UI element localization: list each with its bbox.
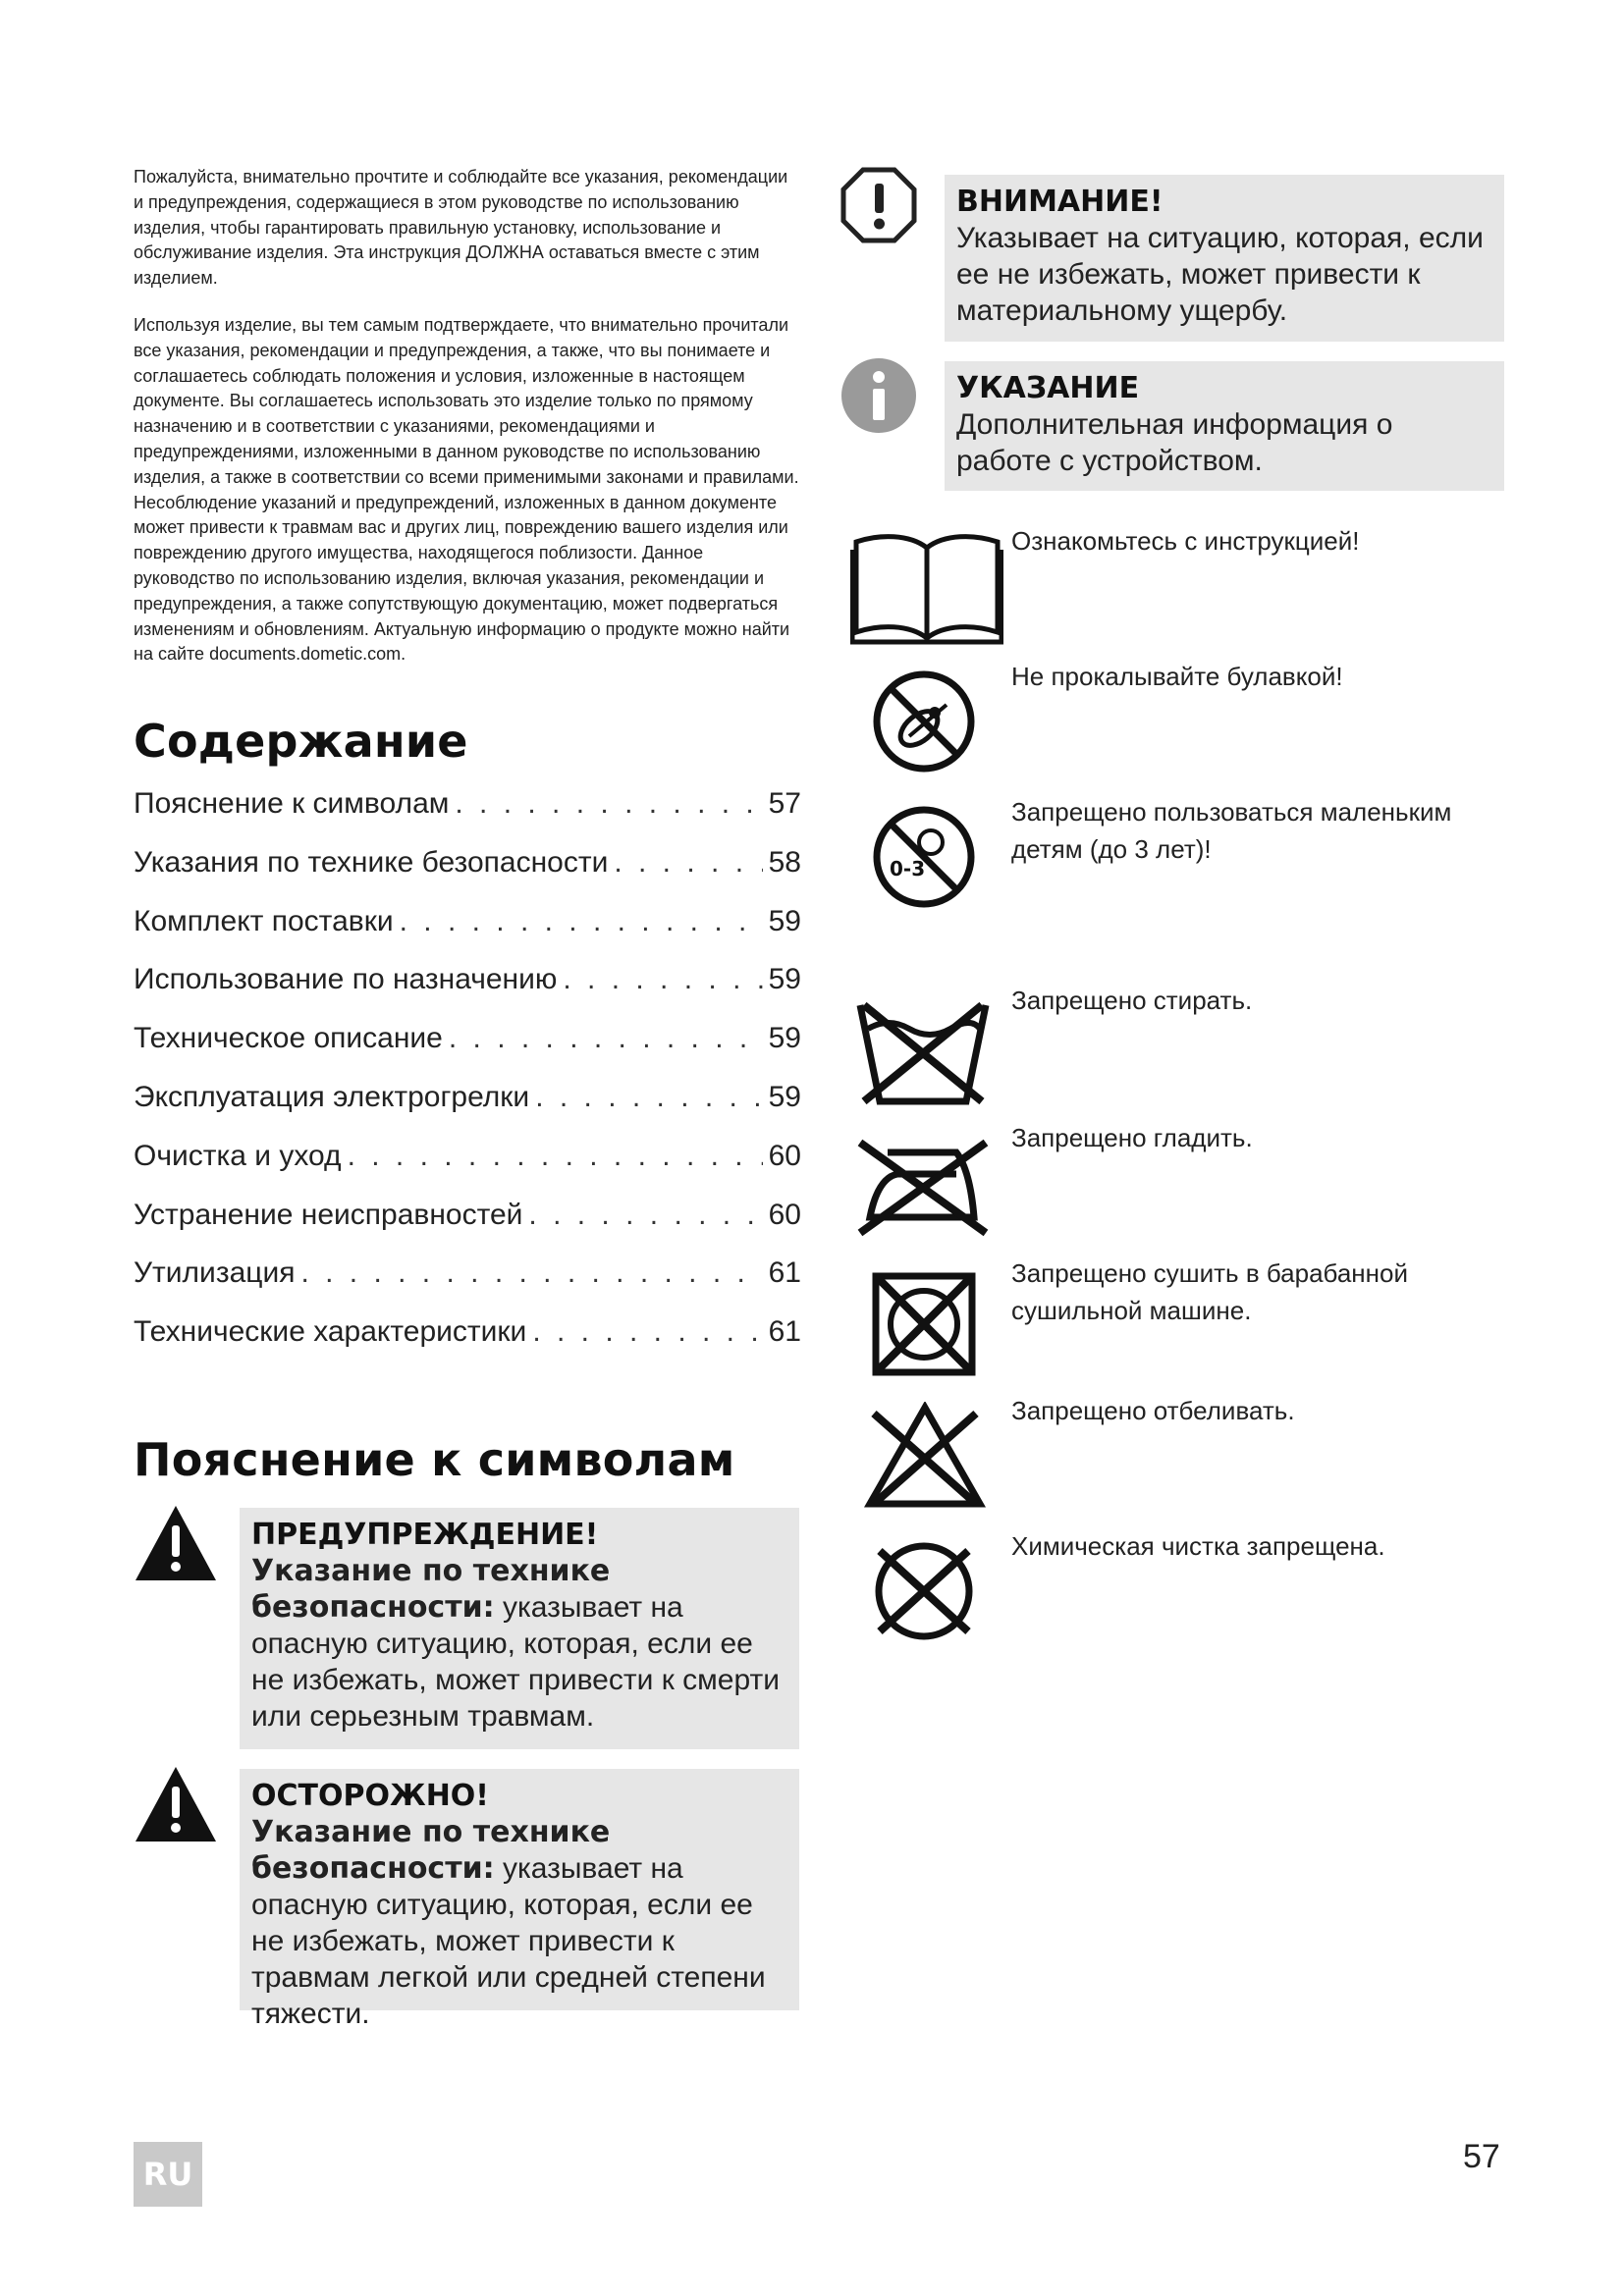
caution-triangle-icon	[134, 1765, 218, 1843]
no-small-children-icon	[870, 803, 978, 916]
do-not-bleach-icon	[864, 1402, 986, 1515]
toc-item-label: Очистка и уход	[134, 1139, 342, 1172]
toc-item-label: Указания по технике безопасности	[134, 845, 609, 879]
toc-item-label: Использование по назначению	[134, 963, 558, 996]
toc-item[interactable]	[134, 1081, 801, 1140]
page-number: 57	[1463, 2138, 1500, 2175]
warning-heading: ПРЕДУПРЕЖДЕНИЕ!	[251, 1518, 599, 1552]
age-badge: 0-3	[890, 857, 926, 881]
toc-item[interactable]	[134, 1256, 801, 1315]
toc-item[interactable]	[134, 1315, 801, 1374]
do-not-dry-clean-icon	[870, 1537, 978, 1650]
toc-item-label: Техническое описание	[134, 1022, 443, 1055]
table-of-contents	[134, 787, 801, 1374]
do-not-tumble-dry-icon	[870, 1270, 978, 1383]
language-tag: RU	[134, 2142, 202, 2207]
warning-triangle-icon	[134, 1504, 218, 1582]
toc-item[interactable]	[134, 905, 801, 964]
toc-item-label: Эксплуатация электрогрелки	[134, 1080, 530, 1113]
note-heading: УКАЗАНИЕ	[956, 371, 1140, 405]
symbol-text: Запрещено сушить в барабанной сушильной машине.	[1011, 1258, 1408, 1325]
symbol-text: Запрещено стирать.	[1011, 986, 1253, 1015]
toc-item-page: 60	[768, 1198, 801, 1231]
symbol-text: Химическая чистка запрещена.	[1011, 1531, 1385, 1561]
toc-item-page: 61	[768, 1256, 801, 1290]
book-icon	[850, 530, 1003, 653]
note-box	[945, 361, 1504, 491]
notice-octagon-icon	[840, 167, 917, 243]
warning-bold-label: Указание по технике безопасности:	[251, 1554, 611, 1625]
warning-notice	[240, 1508, 799, 1749]
info-icon	[840, 357, 917, 434]
toc-item-page: 59	[768, 904, 801, 937]
toc-item[interactable]	[134, 1022, 801, 1081]
caution-heading: ОСТОРОЖНО!	[251, 1779, 489, 1813]
toc-item[interactable]	[134, 1140, 801, 1199]
caution-bold-label: Указание по технике безопасности:	[251, 1815, 611, 1886]
toc-item[interactable]	[134, 846, 801, 905]
intro-paragraph-1: Пожалуйста, внимательно прочтите и соблюдайте все указания, рекомендации и предупреждения, содержащиеся в этом руководстве по использованию изделия, чтобы гарантировать правильную установку, использование и обслуживание изделия. Эта инструкция ДОЛЖНА оставаться вместе с этим изделием.	[134, 167, 788, 289]
toc-item-page: 59	[768, 963, 801, 996]
notice-box	[945, 175, 1504, 342]
toc-item-page: 60	[768, 1139, 801, 1172]
toc-item[interactable]	[134, 963, 801, 1022]
toc-item-page: 59	[768, 1080, 801, 1113]
symbol-text: Запрещено пользоваться маленьким детям (до 3 лет)!	[1011, 797, 1452, 864]
toc-item-label: Устранение неисправностей	[134, 1198, 523, 1231]
toc-item-label: Пояснение к символам	[134, 787, 450, 820]
symbols-section-title: Пояснение к символам	[134, 1433, 735, 1486]
toc-item-label: Технические характеристики	[134, 1315, 527, 1349]
toc-item-page: 57	[768, 787, 801, 820]
intro-paragraph-2: Используя изделие, вы тем самым подтверждаете, что внимательно прочитали все указания, рекомендации и предупреждения, а также, что вы понимаете и соглашаетесь соблюдать положения и условия, изложенные в настоящем документе. Вы соглашаетесь использовать это изделие только по прямому назначению и в соответствии с указаниями, рекомендациями и предупреждениями, изложенными в данном руководстве по использованию изделия, а также в соответствии со всеми применимыми законами и правилами. Несоблюдение указаний и предупреждений, изложенных в данном документе может привести к травмам вас и других лиц, повреждению вашего изделия или повреждению другого имущества, находящегося поблизости. Данное руководство по использованию изделия, включая указания, рекомендации и предупреждения, а также сопутствующую документацию, может подвергаться изменениям и обновлениям. Актуальную информацию о продукте можно найти на сайте documents.dometic.com.	[134, 314, 799, 665]
note-text: Дополнительная информация о работе с устройством.	[956, 408, 1393, 477]
symbol-text: Не прокалывайте булавкой!	[1011, 662, 1343, 691]
symbol-text: Запрещено отбеливать.	[1011, 1396, 1295, 1425]
notice-heading: ВНИМАНИЕ!	[956, 185, 1164, 219]
symbol-text: Ознакомьтесь с инструкцией!	[1011, 526, 1360, 556]
toc-item-label: Утилизация	[134, 1256, 296, 1290]
toc-item-page: 59	[768, 1022, 801, 1055]
do-not-iron-icon	[854, 1131, 992, 1244]
toc-title: Содержание	[134, 715, 468, 768]
warning-text: указывает на опасную ситуацию, которая, если ее не избежать, может привести к смерти или серьезным травмам.	[251, 1591, 780, 1733]
toc-item[interactable]	[134, 1199, 801, 1257]
do-not-wash-icon	[854, 999, 992, 1112]
toc-item[interactable]	[134, 787, 801, 846]
toc-item-page: 58	[768, 845, 801, 879]
intro-text	[134, 165, 801, 689]
caution-text: указывает на опасную ситуацию, которая, если ее не избежать, может привести к травмам легкой или средней степени тяжести.	[251, 1852, 766, 2030]
toc-item-page: 61	[768, 1315, 801, 1349]
notice-text: Указывает на ситуацию, которая, если ее не избежать, может привести к материальному ущербу.	[956, 222, 1484, 327]
no-pins-icon	[870, 667, 978, 780]
caution-notice	[240, 1769, 799, 2030]
toc-item-label: Комплект поставки	[134, 904, 394, 937]
symbol-text: Запрещено гладить.	[1011, 1123, 1253, 1152]
